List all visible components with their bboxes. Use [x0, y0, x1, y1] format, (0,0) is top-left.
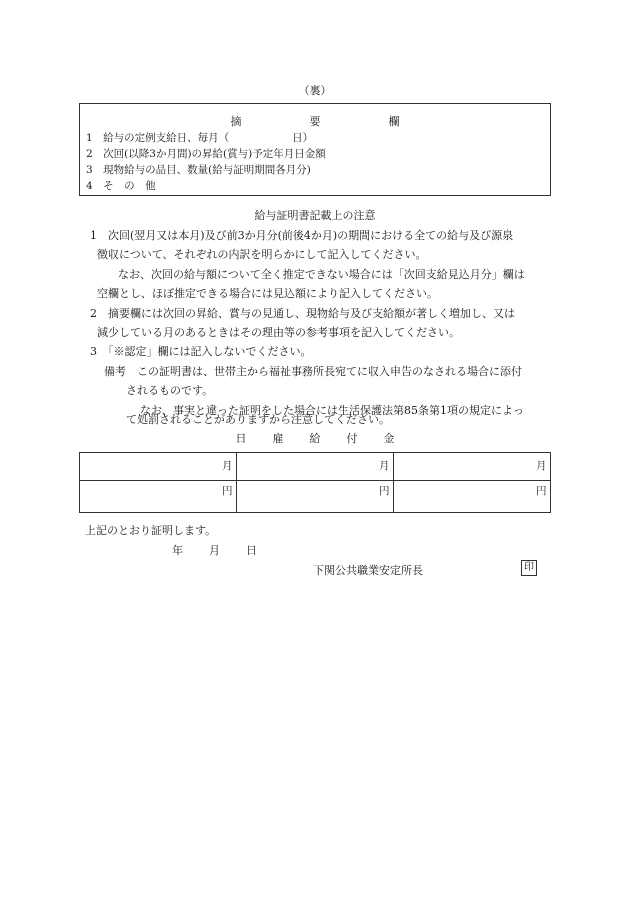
side-label: （裏）: [298, 84, 332, 97]
summary-heading: [80, 113, 550, 129]
note-line: 減少している月のあるときはその理由等の参考事項を記入してください。: [97, 326, 460, 339]
date-month: 月: [209, 544, 220, 557]
wage-heading-char: 金: [383, 432, 395, 445]
note-line: 1 次回(翌月又は本月)及び前3か月分(前後4か月)の期間における全ての給与及び源泉: [90, 229, 514, 242]
note-line: 3 「※認定」欄には記入しないでください。: [90, 345, 312, 358]
wage-table: [79, 452, 551, 513]
note-line: 徴収について、それぞれの内訳を明らかにして記入してください。: [97, 248, 427, 261]
note-line: て処罰されることがありますから注意してください。: [126, 413, 390, 426]
notes-heading: 給与証明書記載上の注意: [254, 209, 376, 222]
yen-cell[interactable]: 円: [222, 485, 233, 497]
month-cell[interactable]: 月: [536, 460, 547, 472]
date-row: [172, 542, 283, 558]
summary-line: 2 次回(以降3か月間)の昇給(賞与)予定年月日金額: [86, 148, 326, 160]
table-divider: [393, 453, 394, 512]
summary-line: 1 給与の定例支給日、毎月（ 日）: [86, 132, 314, 144]
summary-box: [79, 103, 551, 196]
note-line: 2 摘要欄には次回の昇給、賞与の見通し、現物給与及び支給額が著しく増加し、又は: [90, 307, 515, 320]
table-divider: [80, 480, 550, 481]
wage-heading-char: 雇: [272, 432, 284, 445]
note-line: 備考 この証明書は、世帯主から福祉事務所長宛てに収入申告のなされる場合に添付: [104, 365, 522, 378]
summary-heading-char: 摘: [230, 115, 242, 128]
summary-heading-char: 欄: [388, 115, 400, 128]
yen-cell[interactable]: 円: [536, 485, 547, 497]
note-line: なお、次回の給与額について全く推定できない場合には「次回支給見込月分」欄は: [118, 268, 525, 281]
summary-line: 4 そ の 他: [86, 180, 156, 192]
summary-line: 3 現物給与の品目、数量(給与証明期間各月分): [86, 164, 311, 176]
note-line: されるものです。: [126, 384, 214, 397]
wage-heading: [0, 430, 630, 446]
month-cell[interactable]: 月: [222, 460, 233, 472]
summary-heading-char: 要: [309, 115, 321, 128]
wage-heading-char: 給: [309, 432, 321, 445]
date-year: 年: [172, 544, 183, 557]
wage-heading-char: 日: [235, 432, 247, 445]
table-divider: [236, 453, 237, 512]
certification-text: 上記のとおり証明します。: [85, 524, 217, 537]
wage-heading-char: 付: [346, 432, 358, 445]
yen-cell[interactable]: 円: [379, 485, 390, 497]
seal-stamp: 印: [521, 560, 537, 576]
date-day: 日: [246, 544, 257, 557]
note-line: なお、事実と違った証明をした場合には生活保護法第85条第1項の規定によっ: [140, 404, 524, 417]
month-cell[interactable]: 月: [379, 460, 390, 472]
issuer-name: 下関公共職業安定所長: [313, 564, 423, 577]
note-line: 空欄とし、ほぼ推定できる場合には見込額により記入してください。: [97, 287, 438, 300]
